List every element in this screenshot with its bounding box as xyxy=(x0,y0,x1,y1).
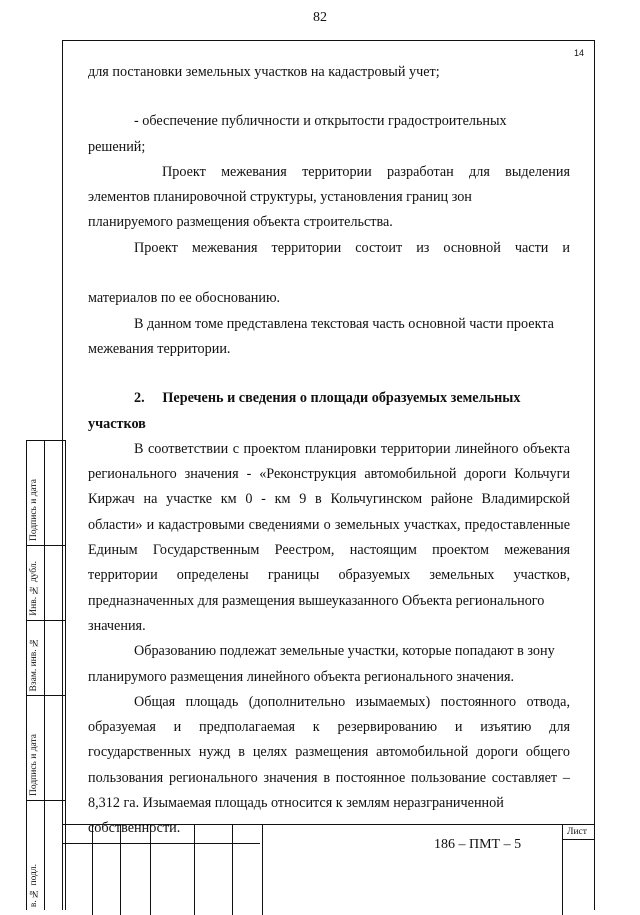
paragraph-7: Образованию подлежат земельные участки, которые попадают в зону xyxy=(134,643,555,660)
paragraph-6-end: значения. xyxy=(88,617,146,634)
paragraph-4: Проект межевания территории состоит из основной части и xyxy=(134,239,570,256)
page-number-top: 82 xyxy=(313,10,327,25)
side-cell-signature-date xyxy=(27,441,65,546)
side-cell-inv-dupl xyxy=(27,546,65,621)
sheet-label: Лист xyxy=(567,827,587,837)
section-heading xyxy=(88,386,570,411)
document-body xyxy=(88,60,570,842)
title-block xyxy=(62,824,595,915)
paragraph-8: Общая площадь (дополнительно изымаемых) постоянного отвода, образуемая и предполагаемая к резервированию и изъятию для государственных нужд в целях размещения автомобильной дороги общего пользования регионального значения в постоянное пользование составляет – 8,312 га. Изымаемая площадь относится к землям неразграниченной xyxy=(88,693,570,812)
side-label-inv-orig: в. № подл. xyxy=(29,863,39,907)
document-code: 186 – ПМТ – 5 xyxy=(434,837,522,852)
side-label-inv-dupl: Инв. № дубл. xyxy=(29,561,39,616)
paragraph-7-end: планирумого размещения линейного объекта регионального значения. xyxy=(88,668,515,685)
paragraph-3: Проект межевания территории разработан для выделения элементов планировочной структуры, установления границ зон xyxy=(88,163,570,206)
side-stamp-table xyxy=(26,440,66,910)
sheet-number: 14 xyxy=(574,48,585,58)
paragraph-4-end: материалов по ее обоснованию. xyxy=(88,290,281,307)
side-label-replace-inv: Взам. инв. № xyxy=(29,636,39,691)
paragraph-8-end: собственности. xyxy=(88,820,181,837)
side-cell-signature-date-2 xyxy=(27,696,65,801)
paragraph-2-line1: - обеспечение публичности и открытости градостроительных xyxy=(134,113,507,130)
section-title-end: участков xyxy=(88,415,146,432)
section-title: Перечень и сведения о площади образуемых земельных xyxy=(162,390,521,407)
section-number: 2. xyxy=(134,390,145,407)
paragraph-5: В данном томе представлена текстовая часть основной части проекта xyxy=(134,315,554,332)
paragraph-6: В соответствии с проектом планировки территории линейного объекта регионального значения - «Реконструкция автомобильной дороги Кольчуги Киржач на участке км 0 - км 9 в Кольчугинском районе Владимирской области» и кадастровыми сведениями о земельных участках, предоставленные Единым Государственным Реестром, настоящим проектом межевания территории определены границы образуемых земельных участков, предназначенных для размещения вышеуказанного Объекта регионального xyxy=(88,440,570,609)
paragraph-3-end: планируемого размещения объекта строительства. xyxy=(88,214,393,231)
paragraph-1: для постановки земельных участков на кадастровый учет; xyxy=(88,64,440,80)
side-label-signature-date-2: Подпись и дата xyxy=(29,733,39,796)
paragraph-5-end: межевания территории. xyxy=(88,340,231,357)
side-label-signature-date: Подпись и дата xyxy=(29,478,39,541)
side-cell-inv-orig xyxy=(27,801,65,911)
side-cell-replace-inv xyxy=(27,621,65,696)
paragraph-2-line2: решений; xyxy=(88,138,146,155)
